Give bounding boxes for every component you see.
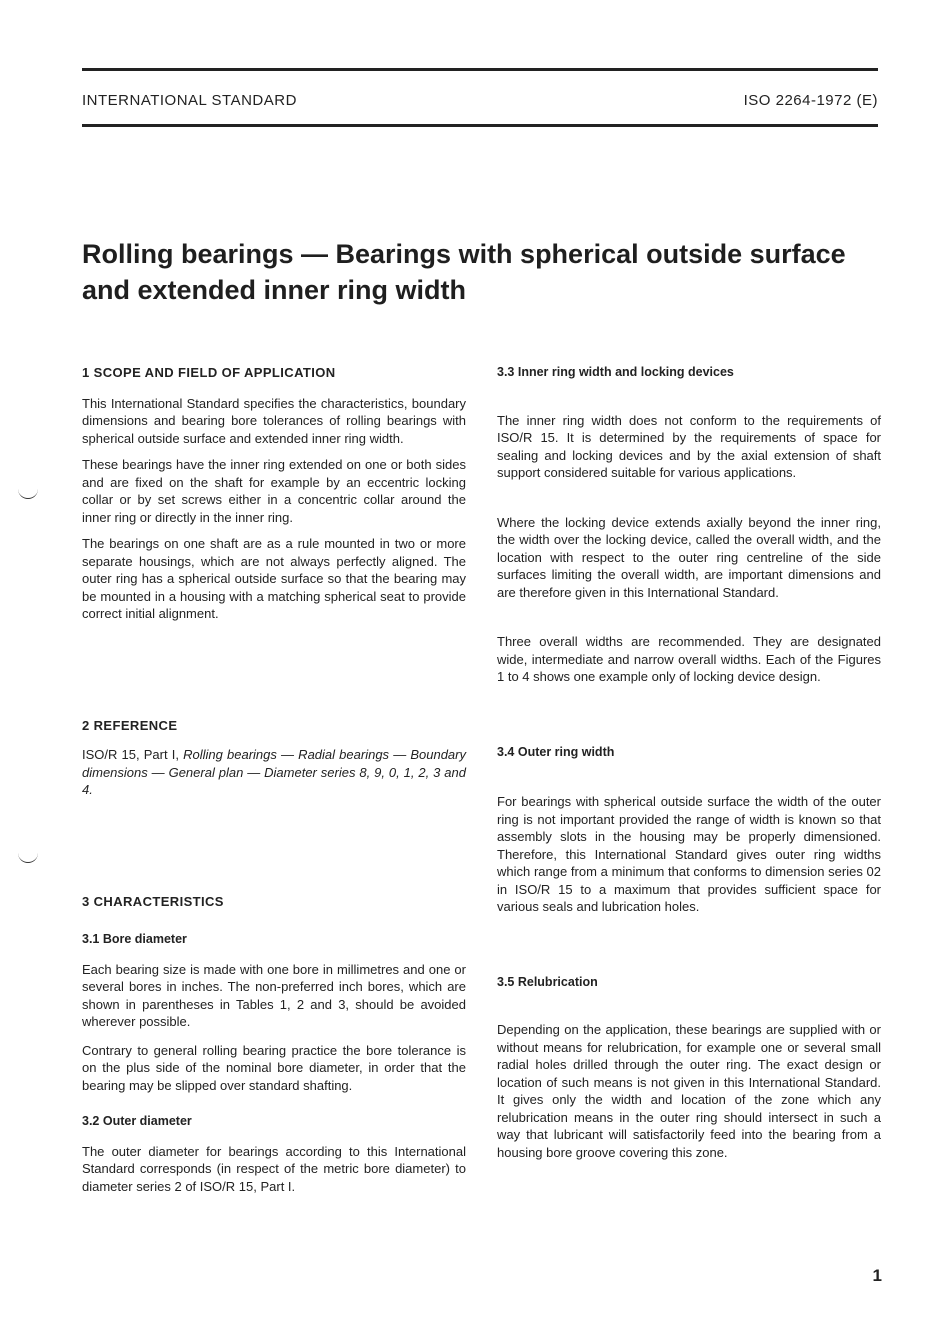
section-3-3-paragraph-3: Three overall widths are recommended. They are designated wide, intermediate and narrow overall widths. Each of the Figures 1 to 4 shows one example only of locking device design. <box>497 634 881 684</box>
section-1-paragraph-2: These bearings have the inner ring extended on one or both sides and are fixed on the shaft for example by an eccentric locking collar or by set screws either in a concentric collar around the inner ring or directly in the inner ring. <box>82 457 466 525</box>
section-3-4-heading: 3.4 Outer ring width <box>497 744 615 759</box>
title-line-1: Rolling bearings — Bearings with spherical outside surface <box>82 239 846 269</box>
header-rule-top <box>82 68 878 71</box>
section-3-4-paragraph-1: For bearings with spherical outside surface the width of the outer ring is not important provided the range of width is known so that assembly slots in the housing may be properly dimensioned. Therefore, this International Standard gives outer ring widths which range from a minimum that conforms to dimension series 02 in ISO/R 15 to a maximum that provides sufficient space for various seals and lubrication holes. <box>497 794 881 914</box>
section-3-3-heading: 3.3 Inner ring width and locking devices <box>497 365 734 379</box>
page-number: 1 <box>872 1266 882 1285</box>
reference-text <box>82 746 466 799</box>
section-3-2-heading: 3.2 Outer diameter <box>82 1114 192 1128</box>
section-3-3-paragraph-1: The inner ring width does not conform to the requirements of ISO/R 15. It is determined by the requirements of space for sealing and locking devices and by the axial extension of shaft support considered suitable for various applications. <box>497 412 881 480</box>
margin-mark <box>18 488 38 499</box>
section-3-1-heading: 3.1 Bore diameter <box>82 932 187 946</box>
section-1-paragraph-1: This International Standard specifies the characteristics, boundary dimensions and bearing bore tolerances of rolling bearings with spherical outside surface and extended inner ring width. <box>82 395 466 446</box>
left-column <box>82 360 466 1195</box>
standard-label: INTERNATIONAL STANDARD <box>82 92 297 109</box>
section-1-heading: 1 SCOPE AND FIELD OF APPLICATION <box>82 365 336 380</box>
section-3-1-paragraph-1: Each bearing size is made with one bore in millimetres and one or several bores in inches. The non-preferred inch bores, which are shown in parentheses in Tables 1, 2 and 3, should be avoided wherever possible. <box>82 961 466 1029</box>
section-2-heading: 2 REFERENCE <box>82 717 178 733</box>
section-3-5-heading: 3.5 Relubrication <box>497 974 598 989</box>
section-3-5-paragraph-1: Depending on the application, these bearings are supplied with or without means for relubrication, for example one or several small radial holes drilled through the outer ring. The exact design or location of such means is not given in this International Standard. It gives only the width and location of the zone which any relubrication means in the outer ring should intersect in such a way that lubricant will satisfactorily feed into the bearing from a housing bore groove covering this zone. <box>497 1022 881 1160</box>
section-3-3-paragraph-2: Where the locking device extends axially beyond the inner ring, the width over the locking device, called the overall width, and the location with respect to the outer ring centreline of the side surfaces limiting the overall width, are important dimensions and are therefore given in this International Standard. <box>497 514 881 600</box>
document-title <box>82 236 882 308</box>
margin-mark <box>18 852 38 863</box>
section-3-heading: 3 CHARACTERISTICS <box>82 893 224 909</box>
section-1-paragraph-3: The bearings on one shaft are as a rule mounted in two or more separate housings, which are not always perfectly aligned. The outer ring has a spherical outside surface so that the bearing may be mounted in a housing with a matching spherical seat to provide correct initial alignment. <box>82 536 466 621</box>
title-line-2: and extended inner ring width <box>82 275 467 305</box>
reference-prefix: ISO/R 15, Part I, <box>82 747 184 762</box>
right-column <box>497 360 881 1161</box>
header-rule-bottom <box>82 124 878 127</box>
section-3-1-paragraph-2: Contrary to general rolling bearing practice the bore tolerance is on the plus side of the nominal bore diameter, in order that the bearing may be slipped over standard shafting. <box>82 1042 466 1093</box>
standard-number: ISO 2264-1972 (E) <box>743 92 878 109</box>
section-3-2-paragraph-1: The outer diameter for bearings according to this International Standard corresponds (in respect of the metric bore diameter) to diameter series 2 of ISO/R 15, Part I. <box>82 1143 466 1194</box>
reference-title: Rolling bearings — Radial bearings — Boundary dimensions — General plan — Diameter series 8, 9, 0, 1, 2, 3 and 4. <box>82 747 466 797</box>
